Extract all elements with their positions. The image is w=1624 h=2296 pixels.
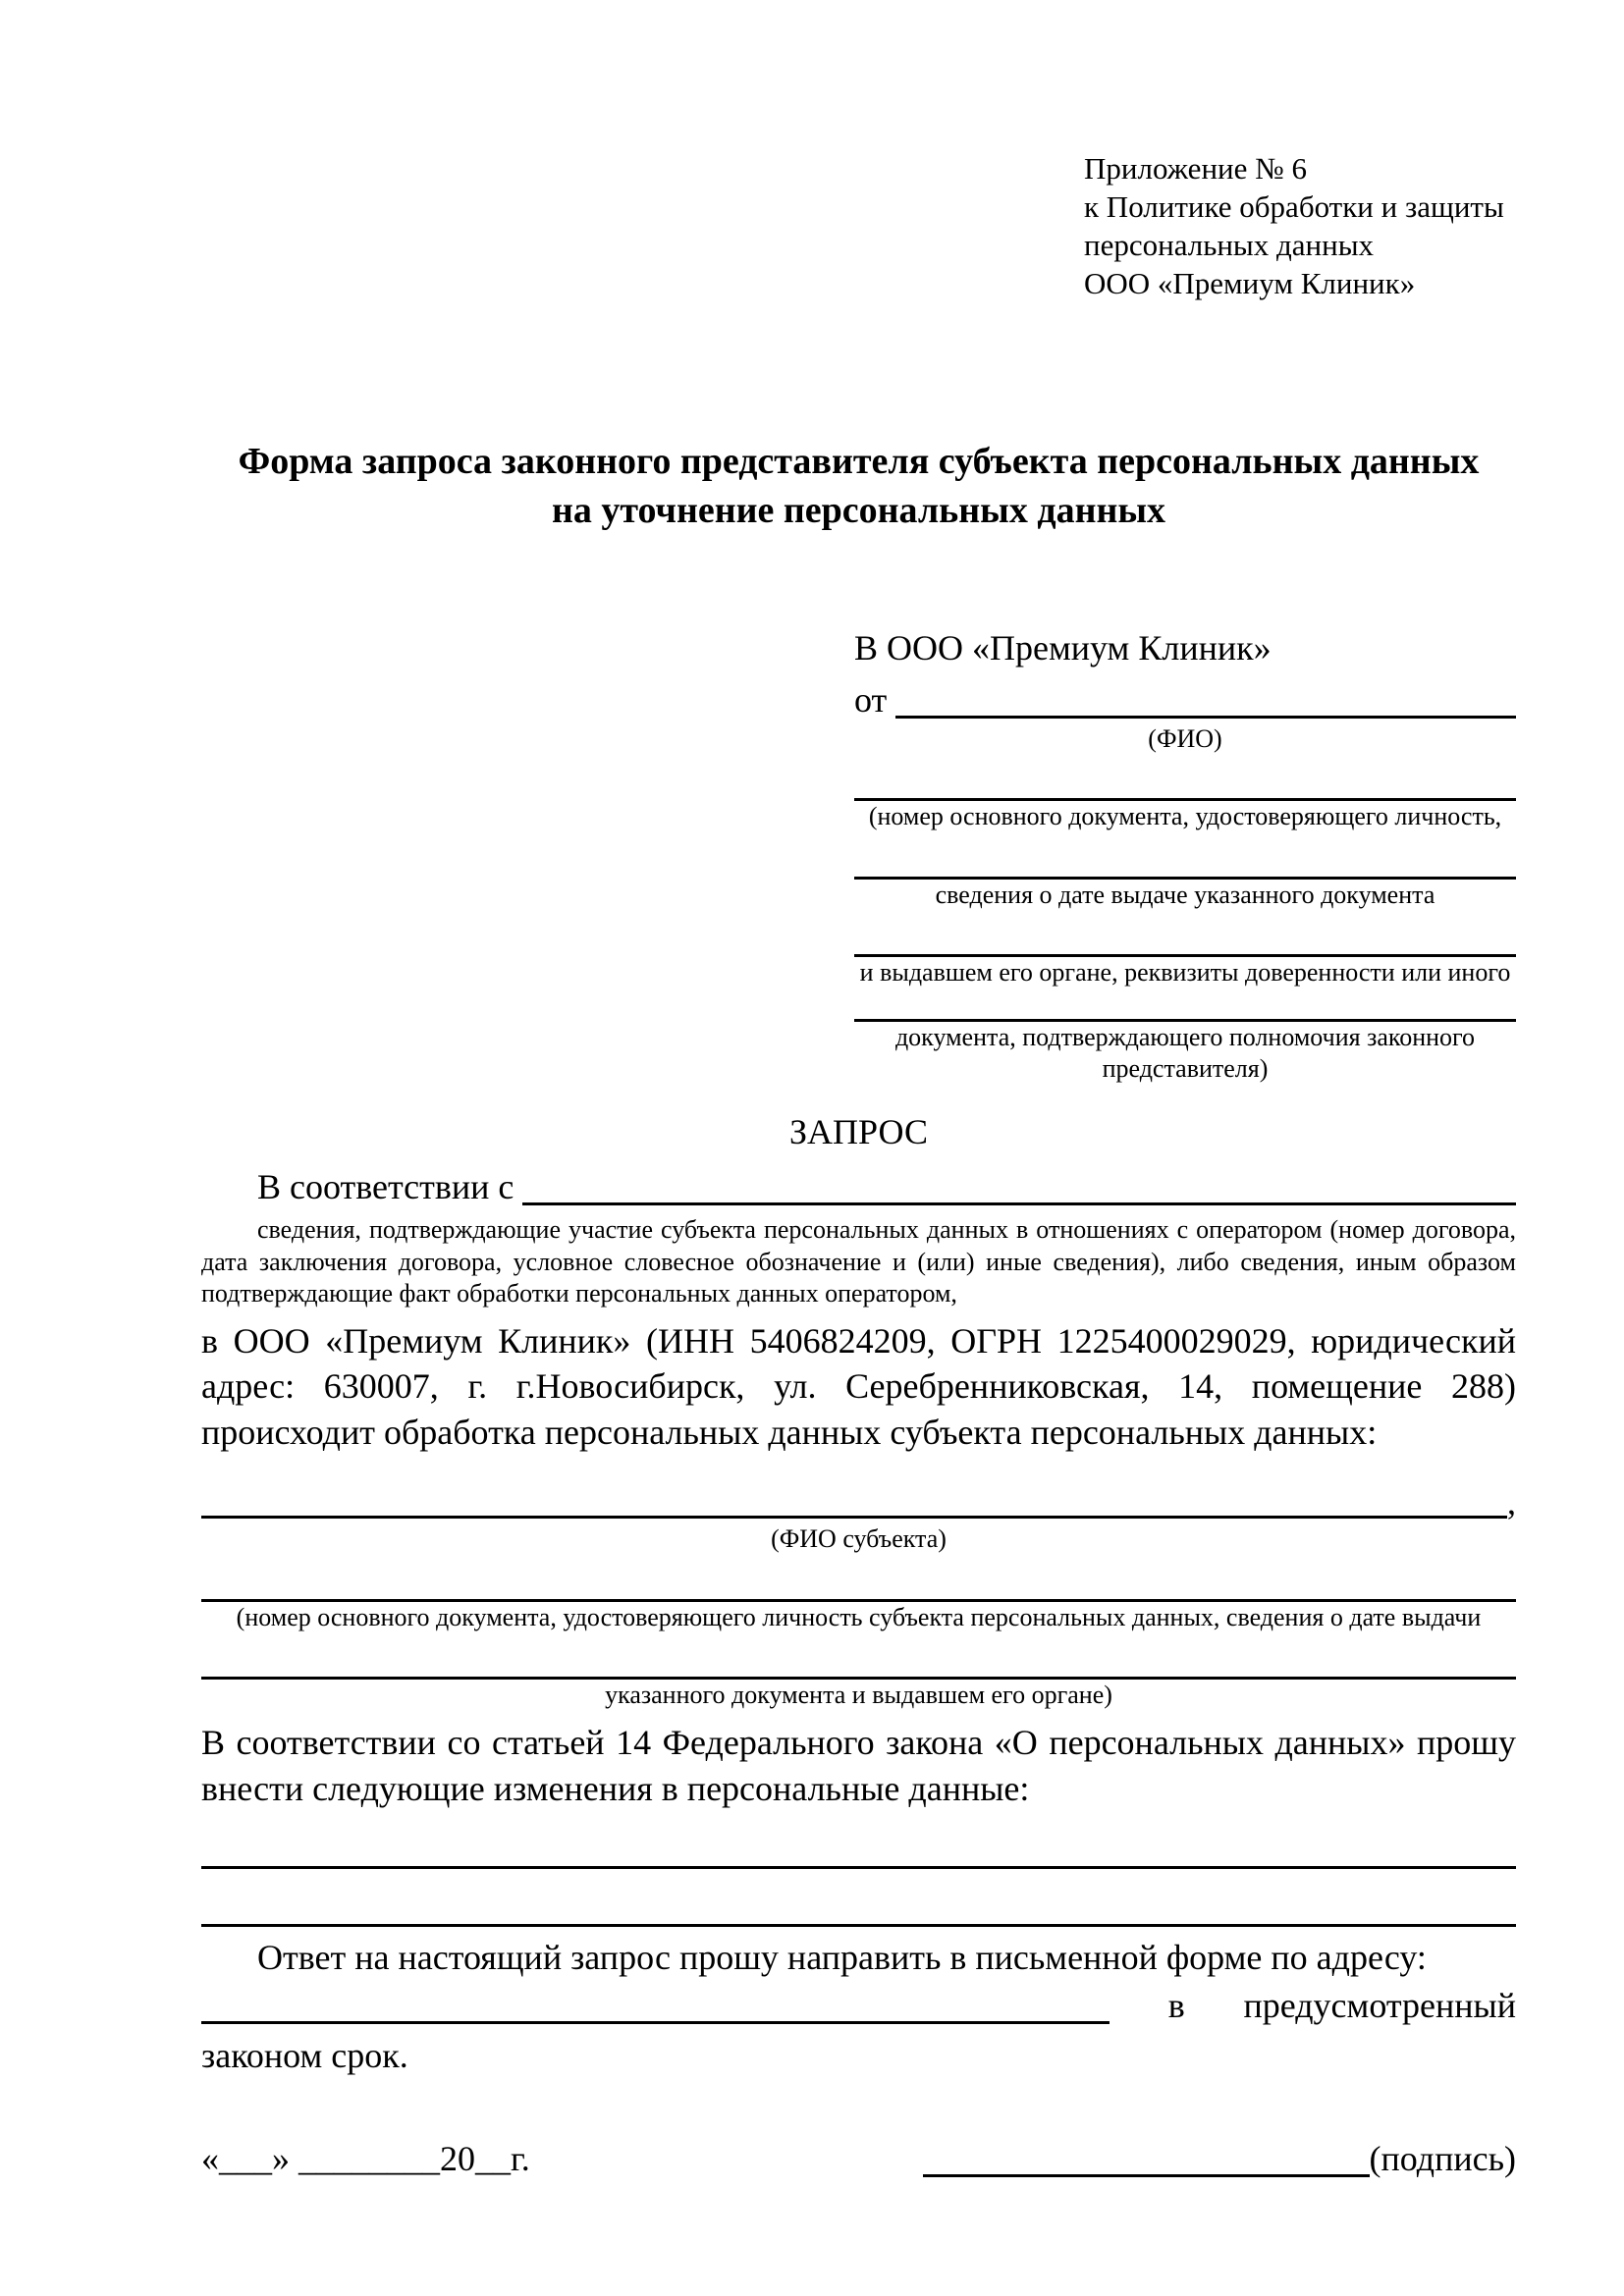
subject-fio-fill-line[interactable] [201, 1481, 1507, 1519]
representative-doc-fill-line-3[interactable] [854, 911, 1516, 957]
law-paragraph: В соответствии со статьей 14 Федерального закона «О персональных данных» прошу внести следующие изменения в персональные данные: [201, 1722, 1516, 1808]
representative-doc-fill-line-1[interactable] [854, 755, 1516, 801]
intro-footnote: сведения, подтверждающие участие субъекта персональных данных в отношениях с оператором (номер договора, дата заключения договора, условное словесное обозначение и (или) иные сведения), либо сведения, иным образом подтверждающие факт обработки персональных данных оператором, [201, 1215, 1516, 1308]
addressee-block [854, 625, 1516, 1086]
reply-word-1: в [1167, 1986, 1185, 2026]
document-title [201, 438, 1516, 535]
date-blank[interactable]: «___» ________20__г. [201, 2138, 530, 2178]
intro-row [201, 1164, 1516, 1210]
subject-doc-fill-line-2[interactable] [201, 1633, 1516, 1680]
reply-address-row [201, 1983, 1516, 2029]
operator-paragraph: в ООО «Премиум Клиник» (ИНН 5406824209, ОГРН 1225400029029, юридический адрес: 630007, г. г.Новосибирск, ул. Серебренниковская, 14, помещение 288) происходит обработка персональных данных субъекта персональных данных: [201, 1320, 1516, 1453]
from-row [854, 677, 1516, 723]
reply-tail: законом срок. [201, 2035, 408, 2075]
from-label: от [854, 679, 896, 720]
representative-doc-caption-2: сведения о дате выдаче указанного документа [935, 880, 1435, 909]
request-heading: ЗАПРОС [789, 1111, 928, 1151]
appendix-block [1084, 149, 1516, 302]
subject-doc-caption-1: (номер основного документа, удостоверяющего личность субъекта персональных данных, сведения о дате выдачи [236, 1602, 1482, 1631]
representative-doc-caption-4: документа, подтверждающего полномочия законного представителя) [894, 1022, 1476, 1084]
subject-doc-caption-2: указанного документа и выдавшем его органе) [605, 1681, 1112, 1710]
representative-doc-fill-line-4[interactable] [854, 989, 1516, 1022]
appendix-line: Приложение № 6 [1084, 151, 1307, 186]
representative-doc-fill-line-2[interactable] [854, 833, 1516, 880]
representative-doc-caption-3: и выдавшем его органе, реквизиты доверенности или иного [859, 958, 1511, 988]
representative-fio-fill-line[interactable] [895, 677, 1516, 719]
signature-caption: (подпись) [1369, 2138, 1516, 2178]
appendix-line: ООО «Премиум Клиник» [1084, 266, 1416, 301]
appendix-line: персональных данных [1084, 228, 1375, 263]
subject-doc-fill-line-1[interactable] [201, 1556, 1516, 1602]
intro-prefix: В соответствии с [257, 1167, 523, 1207]
signature-group [923, 2136, 1516, 2182]
document-title-line1: Форма запроса законного представителя субъекта персональных данных [238, 441, 1480, 483]
reply-word-2: предусмотренный [1243, 1986, 1516, 2026]
representative-doc-caption-1: (номер основного документа, удостоверяющего личность, [868, 802, 1502, 831]
changes-fill-line-1[interactable] [201, 1815, 1516, 1869]
fio-caption: (ФИО) [1148, 723, 1222, 753]
trailing-comma: , [1507, 1482, 1516, 1522]
footer-row [201, 2136, 1516, 2182]
subject-fio-caption: (ФИО субъекта) [771, 1524, 947, 1554]
changes-fill-line-2[interactable] [201, 1873, 1516, 1927]
document-title-line2: на уточнение персональных данных [551, 489, 1166, 531]
reply-sentence: Ответ на настоящий запрос прошу направить в письменной форме по адресу: [257, 1938, 1427, 1978]
appendix-line: к Политике обработки и защиты [1084, 189, 1504, 225]
relation-details-fill-line[interactable] [522, 1164, 1516, 1205]
reply-address-fill-line[interactable] [201, 2021, 1110, 2024]
addressee-organization: В ООО «Премиум Клиник» [854, 627, 1272, 667]
subject-fio-row [201, 1481, 1516, 1523]
signature-fill-line[interactable] [923, 2174, 1370, 2177]
